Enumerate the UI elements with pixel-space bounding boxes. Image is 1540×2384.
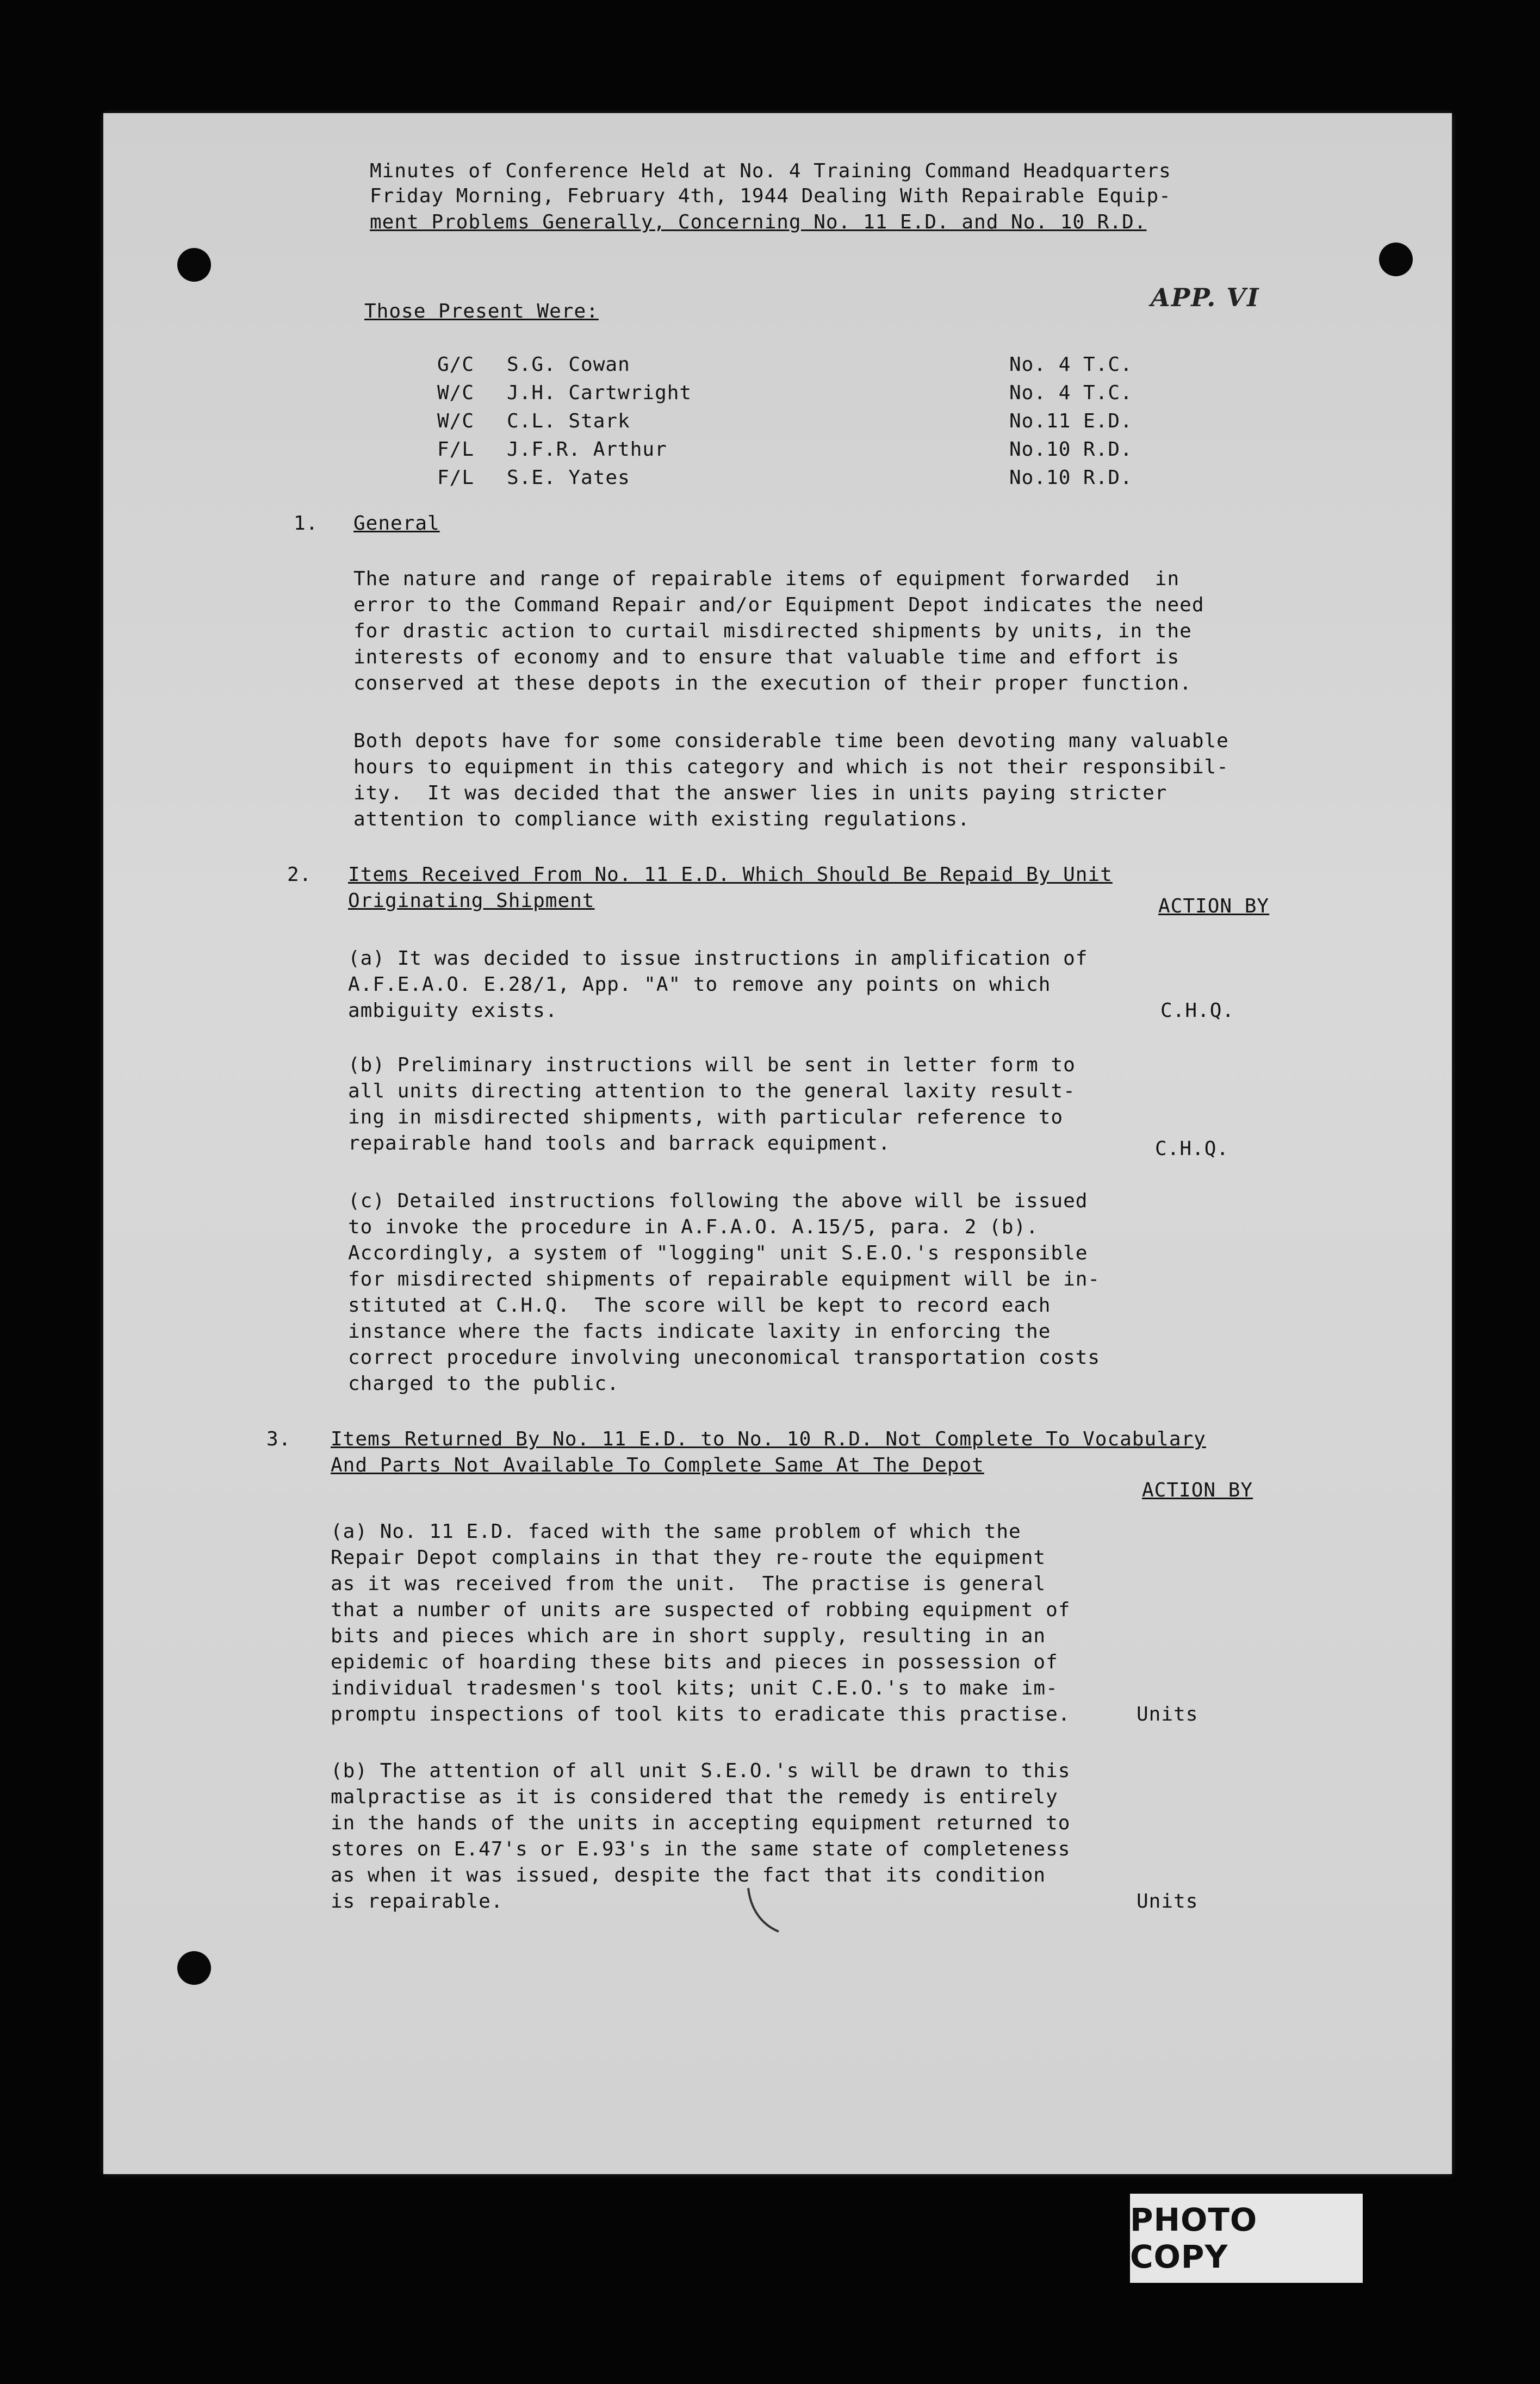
text-line: interests of economy and to ensure that valuable time and effort is (353, 646, 1180, 668)
text-line: (b) The attention of all unit S.E.O.'s will be drawn to this (331, 1760, 1071, 1782)
text-line: Both depots have for some considerable time been devoting many valuable (353, 730, 1229, 752)
punch-hole-right (1379, 243, 1413, 276)
section-3-title-line-1: Items Returned By No. 11 E.D. to No. 10 R.D. Not Complete To Vocabulary (331, 1428, 1206, 1450)
present-unit: No. 4 T.C. (1009, 382, 1133, 404)
present-unit: No. 4 T.C. (1009, 353, 1133, 376)
present-name: J.H. Cartwright (507, 382, 692, 404)
section-2-number: 2. (287, 864, 312, 886)
present-name: S.E. Yates (507, 467, 630, 489)
text-line: bits and pieces which are in short supply, resulting in an (331, 1625, 1046, 1647)
pen-mark (745, 1886, 783, 1935)
punch-hole-top (177, 248, 211, 282)
text-line: correct procedure involving uneconomical transportation costs (348, 1346, 1101, 1369)
present-rank: F/L (437, 438, 475, 461)
present-rank: W/C (437, 410, 475, 432)
text-line: ambiguity exists. (348, 999, 558, 1022)
text-line: Accordingly, a system of "logging" unit S.E.O.'s responsible (348, 1242, 1088, 1264)
text-line: error to the Command Repair and/or Equipment Depot indicates the need (353, 594, 1204, 616)
header-line-3: ment Problems Generally, Concerning No. 11 E.D. and No. 10 R.D. (370, 211, 1147, 233)
section-3-title-line-2: And Parts Not Available To Complete Same At The Depot (331, 1454, 984, 1476)
present-rank: W/C (437, 382, 475, 404)
section-3-b-action: Units (1137, 1890, 1199, 1913)
text-line: is repairable. (331, 1890, 504, 1913)
header-line-2: Friday Morning, February 4th, 1944 Dealing With Repairable Equip- (370, 185, 1171, 207)
section-2-action-label: ACTION BY (1158, 895, 1270, 917)
document-page (103, 113, 1452, 2174)
text-line: repairable hand tools and barrack equipment. (348, 1132, 891, 1154)
present-unit: No.10 R.D. (1009, 467, 1133, 489)
text-line: ing in misdirected shipments, with particular reference to (348, 1106, 1064, 1128)
text-line: as when it was issued, despite the fact that its condition (331, 1864, 1046, 1886)
punch-hole-bottom (177, 1951, 211, 1985)
section-2-b-action: C.H.Q. (1155, 1138, 1229, 1160)
section-2-title-line-2: Originating Shipment (348, 890, 595, 912)
text-line: A.F.E.A.O. E.28/1, App. "A" to remove any points on which (348, 973, 1051, 996)
text-line: attention to compliance with existing regulations. (353, 808, 970, 830)
present-rank: G/C (437, 353, 475, 376)
text-line: promptu inspections of tool kits to eradicate this practise. (331, 1703, 1071, 1725)
text-line: (a) No. 11 E.D. faced with the same problem of which the (331, 1520, 1021, 1543)
present-unit: No.10 R.D. (1009, 438, 1133, 461)
photo-copy-label: PHOTO COPY (1130, 2201, 1258, 2275)
appendix-annotation: APP. VI (1151, 283, 1260, 312)
text-line: that a number of units are suspected of robbing equipment of (331, 1599, 1071, 1621)
present-heading: Those Present Were: (364, 300, 599, 322)
text-line: hours to equipment in this category and which is not their responsibil- (353, 756, 1229, 778)
text-line: to invoke the procedure in A.F.A.O. A.15/5, para. 2 (b). (348, 1216, 1039, 1238)
text-line: The nature and range of repairable items of equipment forwarded in (353, 568, 1180, 590)
present-name: J.F.R. Arthur (507, 438, 667, 461)
section-3-a-action: Units (1137, 1703, 1199, 1725)
text-line: stituted at C.H.Q. The score will be kept to record each (348, 1294, 1051, 1317)
section-3-action-label: ACTION BY (1142, 1479, 1253, 1501)
text-line: charged to the public. (348, 1373, 619, 1395)
text-line: conserved at these depots in the execution of their proper function. (353, 672, 1192, 694)
section-2-title-line-1: Items Received From No. 11 E.D. Which Should Be Repaid By Unit (348, 864, 1113, 886)
present-unit: No.11 E.D. (1009, 410, 1133, 432)
photo-copy-stamp (1130, 2194, 1363, 2283)
text-line: stores on E.47's or E.93's in the same state of completeness (331, 1838, 1071, 1860)
text-line: (b) Preliminary instructions will be sent in letter form to (348, 1054, 1076, 1076)
text-line: individual tradesmen's tool kits; unit C.E.O.'s to make im- (331, 1677, 1058, 1699)
text-line: as it was received from the unit. The practise is general (331, 1573, 1046, 1595)
text-line: instance where the facts indicate laxity in enforcing the (348, 1320, 1051, 1343)
text-line: (c) Detailed instructions following the above will be issued (348, 1190, 1088, 1212)
section-2-a-action: C.H.Q. (1160, 999, 1235, 1022)
header-line-1: Minutes of Conference Held at No. 4 Training Command Headquarters (370, 160, 1171, 182)
section-1-number: 1. (294, 512, 319, 535)
text-line: malpractise as it is considered that the remedy is entirely (331, 1786, 1058, 1808)
present-rank: F/L (437, 467, 475, 489)
text-line: for misdirected shipments of repairable equipment will be in- (348, 1268, 1101, 1290)
section-1-title: General (353, 512, 440, 535)
text-line: all units directing attention to the general laxity result- (348, 1080, 1076, 1102)
section-3-number: 3. (266, 1428, 291, 1450)
text-line: Repair Depot complains in that they re-route the equipment (331, 1547, 1046, 1569)
present-name: C.L. Stark (507, 410, 630, 432)
text-line: epidemic of hoarding these bits and pieces in possession of (331, 1651, 1058, 1673)
text-line: (a) It was decided to issue instructions in amplification of (348, 947, 1088, 970)
present-name: S.G. Cowan (507, 353, 630, 376)
text-line: ity. It was decided that the answer lies in units paying stricter (353, 782, 1168, 804)
text-line: in the hands of the units in accepting equipment returned to (331, 1812, 1071, 1834)
text-line: for drastic action to curtail misdirected shipments by units, in the (353, 620, 1192, 642)
